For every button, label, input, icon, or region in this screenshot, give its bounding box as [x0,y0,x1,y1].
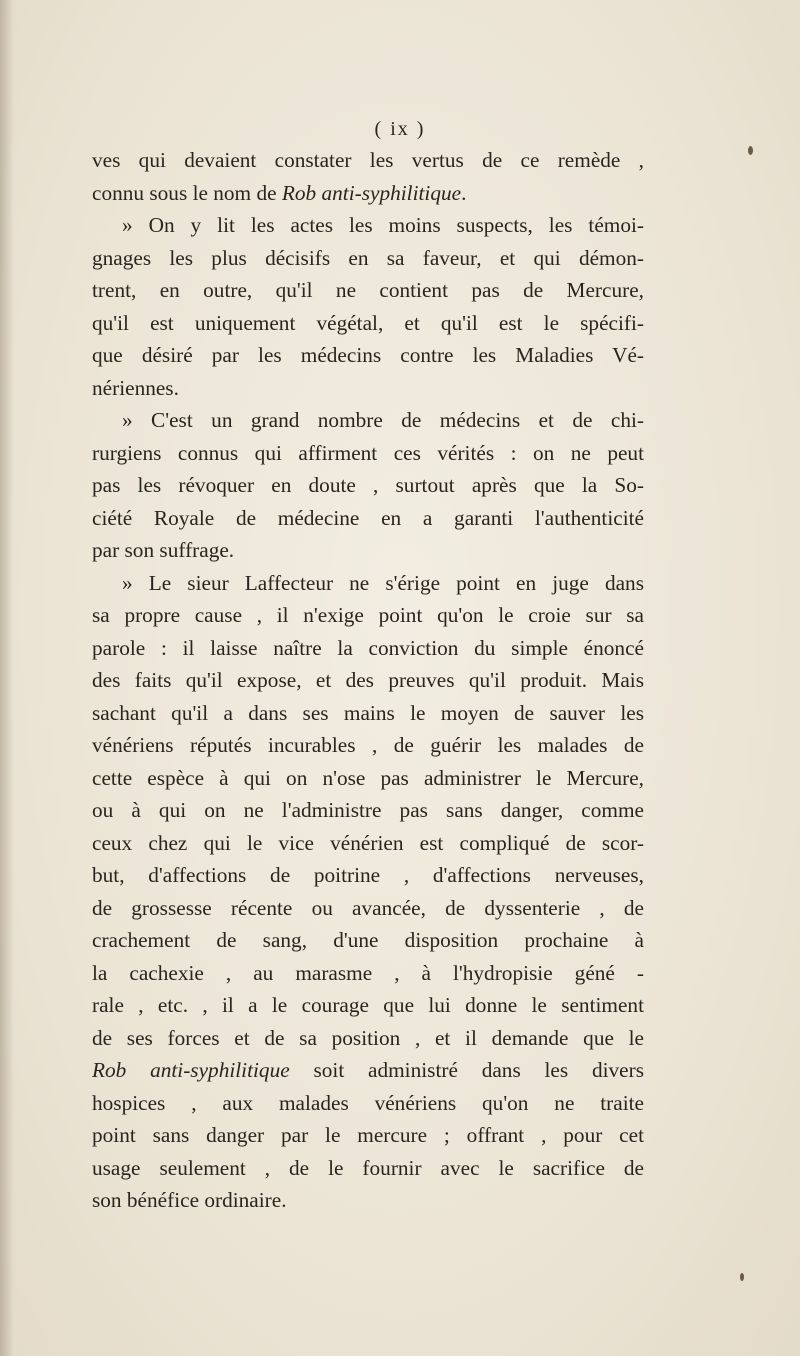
text-line: nériennes. [92,375,179,400]
page-number: ( ix ) [374,118,426,140]
text-line: vénériens réputés incurables , de guérir les malades de [92,733,644,757]
text-line: hospices , aux malades vénériens qu'on ne traite [92,1090,644,1115]
text-line: » On y lit les actes les moins suspects, les témoi- [122,213,644,237]
text-line: cette espèce à qui on n'ose pas administrer le Mercure, [92,765,644,790]
text-run: soit administré dans les divers [289,1058,644,1082]
text-line [92,1054,644,1087]
text-line: ciété Royale de médecine en a garanti l'authenticité [92,505,644,530]
text-line: usage seulement , de le fournir avec le sacrifice de [92,1155,644,1180]
text-line: de ses forces et de sa position , et il demande que le [92,1025,644,1050]
text-line: parole : il laisse naître la conviction du simple énoncé [92,635,644,660]
text-line: point sans danger par le mercure ; offrant , pour cet [92,1123,644,1147]
text-line: pas les révoquer en doute , surtout après que la So- [92,473,644,497]
text-line [92,177,644,210]
ink-speck [748,146,753,155]
text-line: » Le sieur Laffecteur ne s'érige point en juge dans [122,570,644,595]
body-text [92,144,644,1217]
text-line: » C'est un grand nombre de médecins et de chi- [122,408,644,432]
text-line: son bénéfice ordinaire. [92,1188,287,1212]
text-line: rurgiens connus qui affirment ces vérités : on ne peut [92,440,644,465]
text-line: sa propre cause , il n'exige point qu'on le croie sur sa [92,603,644,627]
text-run: connu sous le nom de [92,180,282,205]
text-line: gnages les plus décisifs en sa faveur, et qui démon- [92,245,644,270]
text-line: trent, en outre, qu'il ne contient pas de Mercure, [92,278,644,302]
text-line: ou à qui on ne l'administre pas sans danger, comme [92,798,644,822]
italic-title: Rob anti-syphilitique [92,1058,290,1082]
text-line: des faits qu'il expose, et des preuves qu'il produit. Mais [92,668,644,692]
text-line: but, d'affections de poitrine , d'affections nerveuses, [92,863,644,887]
text-line: par son suffrage. [92,538,235,562]
text-line: ves qui devaient constater les vertus de ce remède , [92,148,644,172]
text-line: crachement de sang, d'une disposition prochaine à [92,928,644,952]
page-edge-shadow [0,0,14,1356]
text-line: rale , etc. , il a le courage que lui donne le sentiment [92,993,644,1017]
text-line: ceux chez qui le vice vénérien est compliqué de scor- [92,830,644,855]
text-run: . [461,180,467,205]
text-line: qu'il est uniquement végétal, et qu'il est le spécifi- [92,310,644,335]
text-line: sachant qu'il a dans ses mains le moyen de sauver les [92,700,644,725]
text-line: que désiré par les médecins contre les Maladies Vé- [92,343,644,367]
text-line: la cachexie , au marasme , à l'hydropisie géné - [92,960,644,985]
italic-title: Rob anti-syphilitique [281,180,462,205]
text-line: de grossesse récente ou avancée, de dyssenterie , de [92,895,644,920]
ink-speck [740,1273,744,1281]
